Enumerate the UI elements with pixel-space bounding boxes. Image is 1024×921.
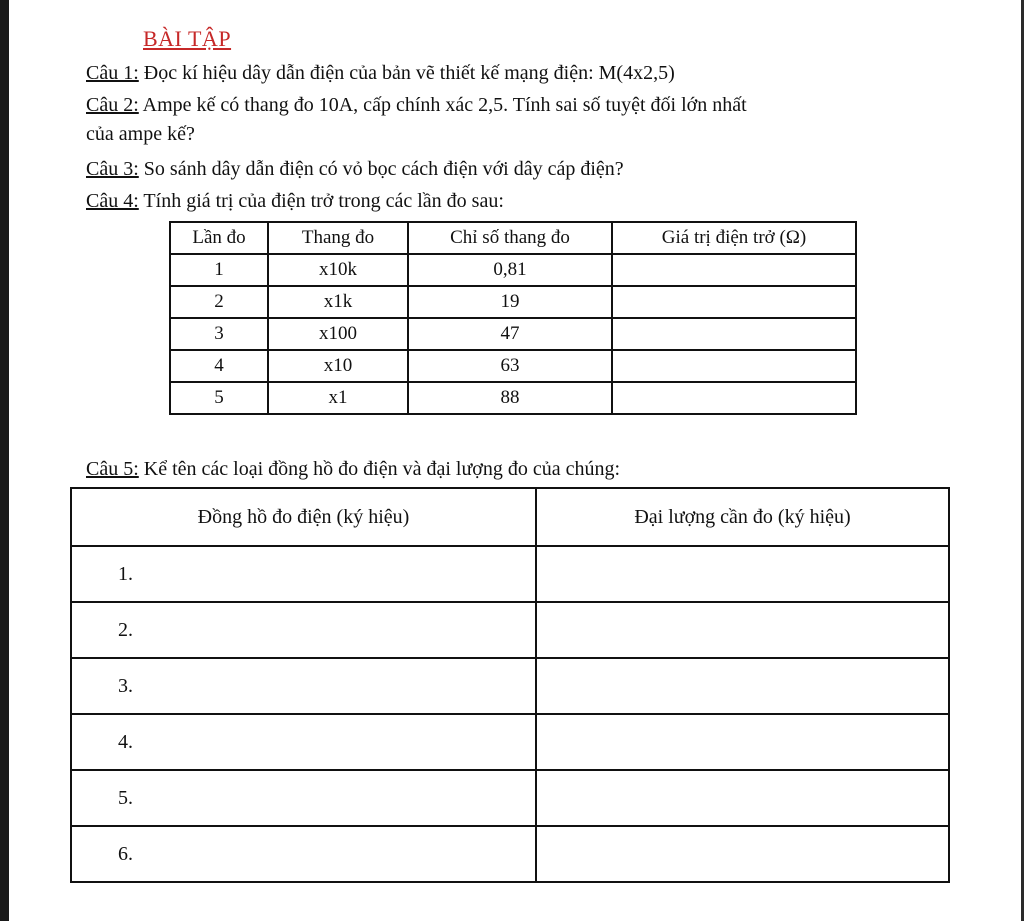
- cell-range: x1k: [268, 286, 408, 318]
- table-row: [71, 602, 949, 658]
- page-left-edge: [0, 0, 9, 921]
- cell-reading: 88: [408, 382, 612, 414]
- question-3: [86, 154, 624, 184]
- page-title: BÀI TẬP: [143, 26, 232, 51]
- cell-measurement: 5: [170, 382, 268, 414]
- cell-measurement: 4: [170, 350, 268, 382]
- table-row: [170, 318, 856, 350]
- cell-reading: 47: [408, 318, 612, 350]
- question-4: [86, 186, 504, 216]
- table-row: [71, 770, 949, 826]
- cell-range: x10k: [268, 254, 408, 286]
- table-row: [170, 286, 856, 318]
- question-2: [86, 90, 747, 120]
- table-row: [71, 658, 949, 714]
- header-resistance-value: Giá trị điện trở (Ω): [612, 222, 856, 254]
- header-quantity: Đại lượng cần đo (ký hiệu): [536, 488, 949, 546]
- cell-measurement: 1: [170, 254, 268, 286]
- cell-measurement: 2: [170, 286, 268, 318]
- cell-quantity[interactable]: [536, 714, 949, 770]
- header-reading: Chỉ số thang đo: [408, 222, 612, 254]
- table-row: [170, 254, 856, 286]
- table-row: [71, 826, 949, 882]
- table-row: [71, 714, 949, 770]
- resistance-table-header-row: [170, 222, 856, 254]
- table-row: [170, 382, 856, 414]
- cell-range: x1: [268, 382, 408, 414]
- question-5-text: Kể tên các loại đồng hồ đo điện và đại lượng đo của chúng:: [138, 458, 621, 480]
- cell-range: x10: [268, 350, 408, 382]
- meters-table: [70, 487, 950, 883]
- cell-quantity[interactable]: [536, 826, 949, 882]
- question-2-label: Câu 2:: [86, 94, 139, 116]
- cell-resistance-value[interactable]: [612, 286, 856, 318]
- cell-meter[interactable]: 1.: [71, 546, 536, 602]
- cell-meter[interactable]: 4.: [71, 714, 536, 770]
- question-4-label: Câu 4:: [86, 190, 139, 212]
- cell-range: x100: [268, 318, 408, 350]
- cell-meter[interactable]: 2.: [71, 602, 536, 658]
- question-1-label: Câu 1:: [86, 62, 139, 84]
- cell-resistance-value[interactable]: [612, 254, 856, 286]
- question-1: [86, 58, 675, 88]
- table-row: [170, 350, 856, 382]
- cell-reading: 19: [408, 286, 612, 318]
- cell-measurement: 3: [170, 318, 268, 350]
- cell-quantity[interactable]: [536, 546, 949, 602]
- question-3-text: So sánh dây dẫn điện có vỏ bọc cách điện với dây cáp điện?: [138, 158, 624, 180]
- cell-quantity[interactable]: [536, 770, 949, 826]
- cell-meter[interactable]: 3.: [71, 658, 536, 714]
- cell-meter[interactable]: 6.: [71, 826, 536, 882]
- question-1-text: Đọc kí hiệu dây dẫn điện của bản vẽ thiết kế mạng điện: M(4x2,5): [138, 62, 675, 84]
- question-2-continuation: của ampe kế?: [86, 123, 195, 145]
- question-2-text: Ampe kế có thang đo 10A, cấp chính xác 2,5. Tính sai số tuyệt đối lớn nhất: [138, 94, 747, 116]
- question-3-label: Câu 3:: [86, 158, 139, 180]
- question-5: [86, 454, 620, 484]
- header-meter: Đồng hồ đo điện (ký hiệu): [71, 488, 536, 546]
- cell-resistance-value[interactable]: [612, 350, 856, 382]
- cell-quantity[interactable]: [536, 658, 949, 714]
- cell-reading: 63: [408, 350, 612, 382]
- cell-meter[interactable]: 5.: [71, 770, 536, 826]
- header-range: Thang đo: [268, 222, 408, 254]
- cell-resistance-value[interactable]: [612, 318, 856, 350]
- resistance-table: [169, 221, 857, 415]
- meters-table-header-row: [71, 488, 949, 546]
- question-5-label: Câu 5:: [86, 458, 139, 480]
- question-4-text: Tính giá trị của điện trở trong các lần đo sau:: [138, 190, 504, 212]
- cell-resistance-value[interactable]: [612, 382, 856, 414]
- cell-quantity[interactable]: [536, 602, 949, 658]
- table-row: [71, 546, 949, 602]
- cell-reading: 0,81: [408, 254, 612, 286]
- header-measurement: Lần đo: [170, 222, 268, 254]
